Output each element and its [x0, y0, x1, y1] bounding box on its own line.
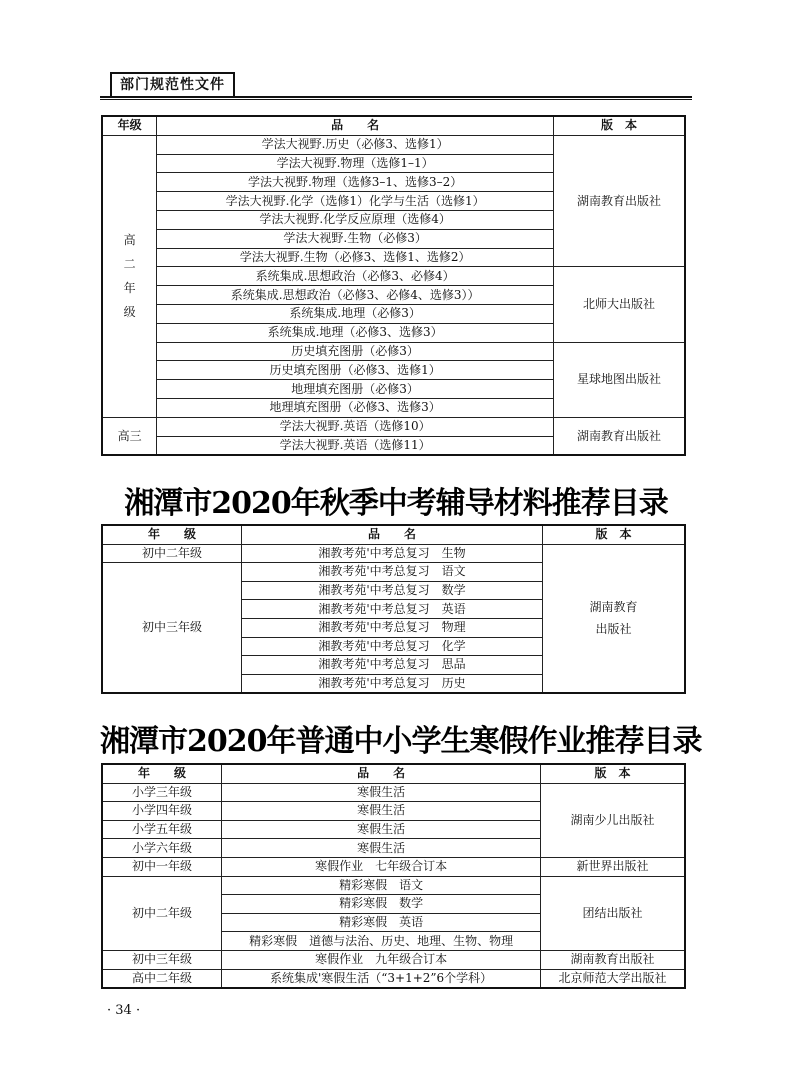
grade-char: 二 — [123, 257, 136, 272]
table-row — [102, 969, 685, 988]
item-cell: 学法大视野.历史（必修3、选修1） — [157, 135, 554, 154]
col-header-item: 品 名 — [242, 525, 543, 544]
item-cell: 湘教考苑'中考总复习 英语 — [242, 600, 543, 619]
table-row — [102, 342, 685, 361]
winter-homework-table — [101, 763, 686, 989]
section-tag: 部门规范性文件 — [110, 72, 235, 98]
item-cell: 精彩寒假 英语 — [222, 913, 541, 932]
item-cell: 寒假生活 — [222, 783, 541, 802]
grade-cell-junior3: 初中三年级 — [102, 563, 242, 694]
item-cell: 系统集成'寒假生活（“3+1+2”6个学科） — [222, 969, 541, 988]
item-cell: 湘教考苑'中考总复习 数学 — [242, 581, 543, 600]
item-cell: 寒假生活 — [222, 839, 541, 858]
item-cell: 系统集成.思想政治（必修3、必修4） — [157, 267, 554, 286]
item-cell: 湘教考苑'中考总复习 物理 — [242, 618, 543, 637]
publisher-cell: 湖南教育出版社 — [553, 417, 685, 455]
grade-cell-high2 — [102, 135, 157, 417]
grade-cell: 初中二年级 — [102, 876, 222, 950]
item-cell: 寒假生活 — [222, 802, 541, 821]
grade-cell: 小学四年级 — [102, 802, 222, 821]
item-cell: 寒假作业 九年级合订本 — [222, 950, 541, 969]
item-cell: 寒假作业 七年级合订本 — [222, 857, 541, 876]
header-rule-thin — [100, 99, 692, 100]
table-row — [102, 950, 685, 969]
publisher-cell: 新世界出版社 — [541, 857, 685, 876]
col-header-grade: 年 级 — [102, 764, 222, 783]
col-header-publisher: 版 本 — [553, 116, 685, 135]
table-header-row — [102, 525, 685, 544]
grade-cell: 小学五年级 — [102, 820, 222, 839]
table-row — [102, 783, 685, 802]
high-school-materials-table — [101, 115, 686, 456]
grade-cell-high3: 高三 — [102, 417, 157, 455]
table-row — [102, 876, 685, 895]
table-row — [102, 417, 685, 436]
item-cell: 湘教考苑'中考总复习 历史 — [242, 674, 543, 693]
col-header-item: 品 名 — [222, 764, 541, 783]
grade-cell: 初中一年级 — [102, 857, 222, 876]
table-header-row — [102, 116, 685, 135]
item-cell: 历史填充图册（必修3、选修1） — [157, 361, 554, 380]
item-cell: 系统集成.思想政治（必修3、必修4、选修3）） — [157, 286, 554, 305]
item-cell: 学法大视野.物理（选修1–1） — [157, 154, 554, 173]
grade-char: 级 — [123, 305, 136, 320]
table-header-row — [102, 764, 685, 783]
col-header-grade: 年级 — [102, 116, 157, 135]
col-header-item: 品 名 — [157, 116, 554, 135]
grade-cell-junior2: 初中二年级 — [102, 544, 242, 563]
item-cell: 学法大视野.生物（必修3、选修1、选修2） — [157, 248, 554, 267]
item-cell: 学法大视野.物理（选修3–1、选修3–2） — [157, 173, 554, 192]
grade-cell: 小学六年级 — [102, 839, 222, 858]
section-title-exam-materials: 湘潭市2020年秋季中考辅导材料推荐目录 — [124, 486, 668, 521]
table-row — [102, 267, 685, 286]
grade-char: 年 — [123, 281, 136, 296]
page-number: · 34 · — [107, 1003, 141, 1018]
exam-materials-table — [101, 524, 686, 694]
item-cell: 湘教考苑'中考总复习 化学 — [242, 637, 543, 656]
col-header-publisher: 版 本 — [541, 764, 685, 783]
item-cell: 精彩寒假 语文 — [222, 876, 541, 895]
section-title-winter-homework: 湘潭市2020年普通中小学生寒假作业推荐目录 — [100, 724, 702, 759]
item-cell: 历史填充图册（必修3） — [157, 342, 554, 361]
grade-cell: 初中三年级 — [102, 950, 222, 969]
publisher-cell: 北京师范大学出版社 — [541, 969, 685, 988]
item-cell: 湘教考苑'中考总复习 生物 — [242, 544, 543, 563]
publisher-cell: 湖南教育出版社 — [553, 135, 685, 267]
publisher-cell: 湖南教育出版社 — [541, 950, 685, 969]
table-row — [102, 135, 685, 154]
item-cell: 学法大视野.生物（必修3） — [157, 229, 554, 248]
table-row — [102, 857, 685, 876]
item-cell: 系统集成.地理（必修3） — [157, 304, 554, 323]
item-cell: 湘教考苑'中考总复习 语文 — [242, 563, 543, 582]
publisher-cell: 团结出版社 — [541, 876, 685, 950]
item-cell: 学法大视野.英语（选修11） — [157, 436, 554, 455]
item-cell: 地理填充图册（必修3、选修3） — [157, 398, 554, 417]
publisher-cell — [542, 544, 685, 693]
grade-cell: 小学三年级 — [102, 783, 222, 802]
grade-char: 高 — [123, 233, 136, 248]
item-cell: 学法大视野.英语（选修10） — [157, 417, 554, 436]
publisher-cell: 北师大出版社 — [553, 267, 685, 342]
col-header-publisher: 版 本 — [542, 525, 685, 544]
item-cell: 精彩寒假 道德与法治、历史、地理、生物、物理 — [222, 932, 541, 951]
item-cell: 学法大视野.化学反应原理（选修4） — [157, 210, 554, 229]
item-cell: 精彩寒假 数学 — [222, 895, 541, 914]
header-rule — [100, 96, 692, 98]
grade-cell: 高中二年级 — [102, 969, 222, 988]
item-cell: 系统集成.地理（必修3、选修3） — [157, 323, 554, 342]
table-row — [102, 544, 685, 563]
item-cell: 寒假生活 — [222, 820, 541, 839]
publisher-cell: 湖南少儿出版社 — [541, 783, 685, 857]
publisher-line: 出版社 — [595, 622, 632, 637]
item-cell: 湘教考苑'中考总复习 思品 — [242, 656, 543, 675]
item-cell: 地理填充图册（必修3） — [157, 380, 554, 399]
publisher-cell: 星球地图出版社 — [553, 342, 685, 417]
item-cell: 学法大视野.化学（选修1）化学与生活（选修1） — [157, 192, 554, 211]
col-header-grade: 年 级 — [102, 525, 242, 544]
publisher-line: 湖南教育 — [589, 600, 638, 615]
